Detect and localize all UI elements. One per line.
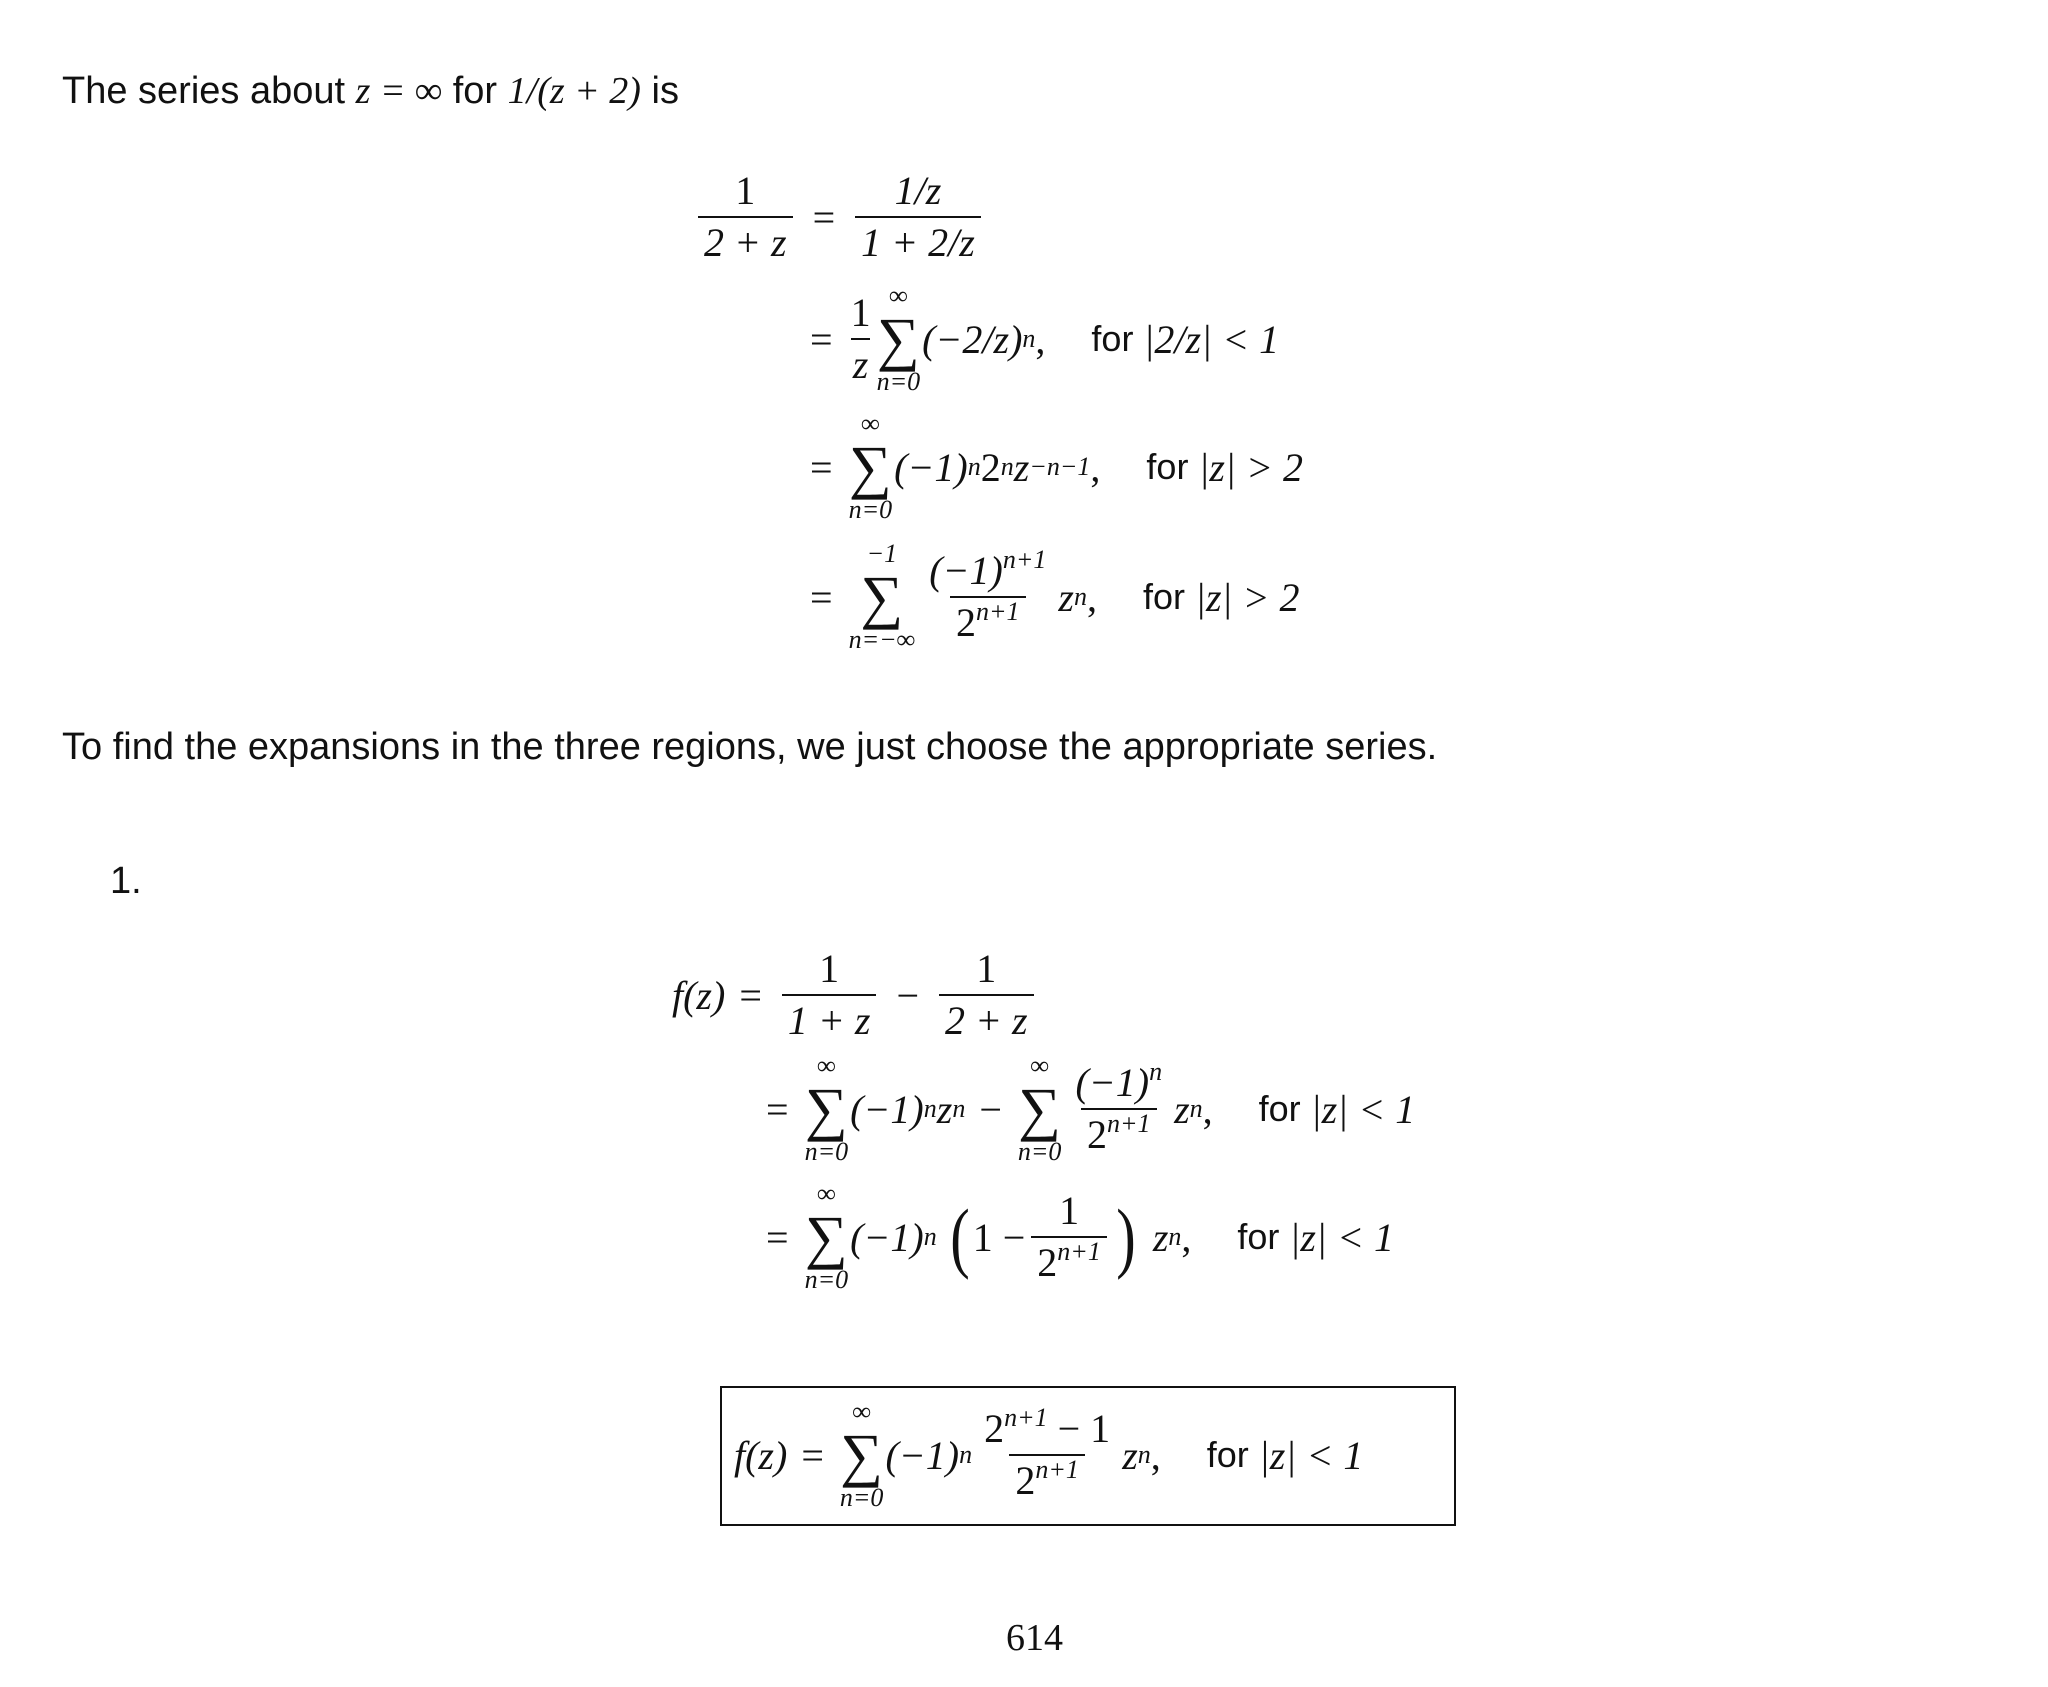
eq2-row-3: = ∞ ∑ n=0 (−1) n ( 1 − $\frac{1}{2^{n+1}}$ ) z n , for |z| < 1 xyxy=(766,1179,1394,1294)
intro-math-1: z = ∞ xyxy=(355,70,443,112)
boxed-row: f(z) = ∞ ∑ n=0 (−1) n $\frac{2^{n+1} - 1}{2^{n+1}}$ z n , for |z| < 1 xyxy=(734,1397,1364,1512)
paragraph-2: To find the expansions in the three regions, we just choose the appropriate series. xyxy=(62,726,1438,768)
eq2-r2-sum-b: ∞ ∑ n=0 xyxy=(1017,1051,1062,1166)
boxed-fraction: $\frac{2^{n+1} - 1}{2^{n+1}}$ xyxy=(984,1403,1111,1504)
eq1-r4-fraction: $\frac{(-1)^{n+1}}{2^{n+1}}$ xyxy=(929,545,1047,646)
eq1-row-2: = $\frac{1}{z}$ ∞ ∑ n=0 (−2/z) n , for |2/z| < 1 xyxy=(810,281,1280,396)
eq2-row-1: f(z) = $\frac{1}{1 + z}$ − $\frac{1}{2 + z}$ xyxy=(672,948,1040,1042)
eq1-row-3: = ∞ ∑ n=0 (−1) n 2 n z −n−1 , for |z| > 2 xyxy=(810,409,1303,524)
eq1-lhs-fraction: $\frac{1}{2 + z}$ xyxy=(698,170,793,264)
boxed-sum: ∞ ∑ n=0 xyxy=(839,1397,884,1512)
intro-text-2: for xyxy=(452,70,498,112)
list-item-label-1: 1. xyxy=(110,860,142,902)
eq1-r2-sum: ∞ ∑ n=0 xyxy=(876,281,921,396)
eq2-term-2: $\frac{1}{2 + z}$ xyxy=(939,948,1034,1042)
eq1-row-1: $\frac{1}{2 + z}$ = $\frac{1/z}{1 + 2/z}$ xyxy=(692,170,987,264)
intro-math-2: 1/(z + 2) xyxy=(507,70,641,112)
intro-text-1: The series about xyxy=(62,70,346,112)
eq2-r2-sum-a: ∞ ∑ n=0 xyxy=(804,1051,849,1166)
eq1-r4-sum: −1 ∑ n=−∞ xyxy=(848,539,916,654)
eq1-row-4: = −1 ∑ n=−∞ $\frac{(-1)^{n+1}}{2^{n+1}}$ z n , for |z| > 2 xyxy=(810,539,1300,654)
intro-line xyxy=(62,72,679,110)
eq2-r3-sum: ∞ ∑ n=0 xyxy=(804,1179,849,1294)
eq2-row-2: = ∞ ∑ n=0 (−1) n z n − ∞ ∑ n=0 $\frac{(-1)^n}{2^{n+1}}$ z n , for |z| < 1 xyxy=(766,1051,1416,1166)
eq1-r1-fraction: $\frac{1/z}{1 + 2/z}$ xyxy=(855,170,981,264)
eq2-r3-fraction: $\frac{1}{2^{n+1}}$ xyxy=(1031,1190,1107,1284)
eq1-r2-coef: $\frac{1}{z}$ xyxy=(850,290,871,388)
eq1-r3-sum: ∞ ∑ n=0 xyxy=(848,409,893,524)
eq2-r2-fraction: $\frac{(-1)^n}{2^{n+1}}$ xyxy=(1075,1057,1163,1158)
eq2-term-1: $\frac{1}{1 + z}$ xyxy=(782,948,877,1042)
intro-text-3: is xyxy=(651,70,679,112)
page-number: 614 xyxy=(1006,1617,1063,1659)
